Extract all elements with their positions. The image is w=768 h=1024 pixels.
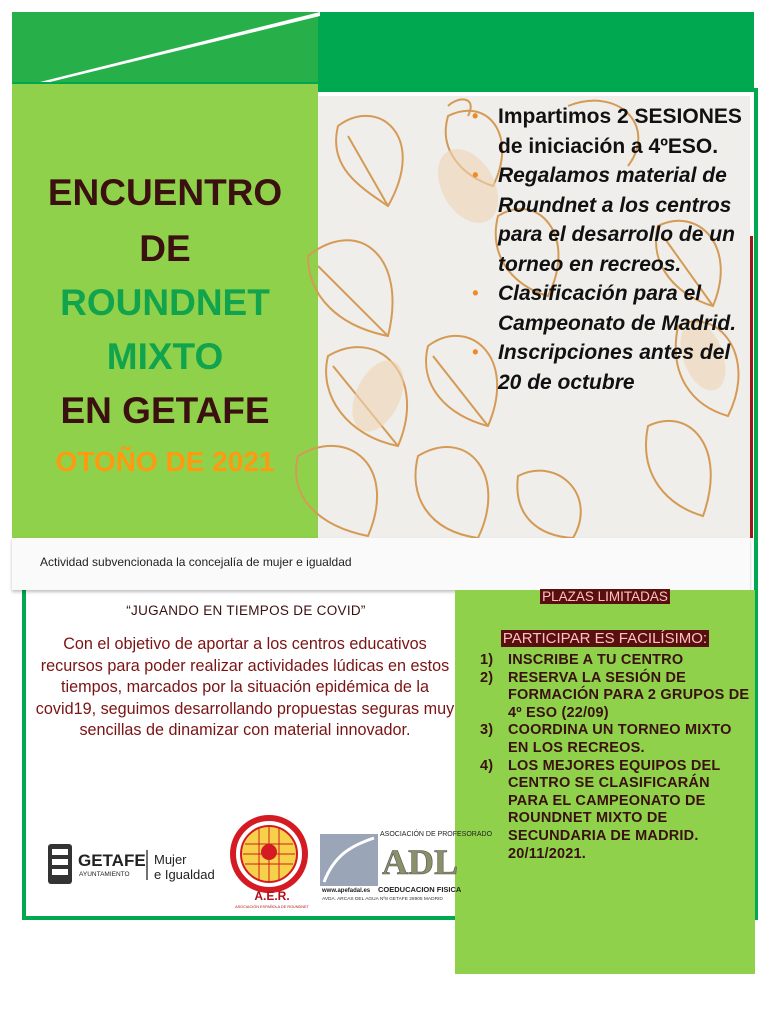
top-diagonal-accent bbox=[40, 12, 320, 82]
step-text: COORDINA UN TORNEO MIXTO EN LOS RECREOS. bbox=[508, 722, 732, 756]
aer-logo bbox=[225, 814, 321, 910]
bullet-item: • Impartimos 2 SESIONES de iniciación a 4ºESO. bbox=[470, 102, 750, 161]
covid-heading: “JUGANDO EN TIEMPOS DE COVID” bbox=[126, 603, 366, 618]
step-number: 1) bbox=[480, 652, 494, 668]
adl-name: ADL bbox=[382, 842, 459, 882]
steps-list bbox=[478, 652, 754, 863]
step-number: 2) bbox=[480, 669, 494, 686]
step-item bbox=[478, 758, 754, 864]
getafe-name: GETAFE bbox=[78, 851, 146, 870]
step-number: 4) bbox=[480, 757, 494, 774]
title-line-2: DE bbox=[139, 228, 191, 269]
bullet-item: • Inscripciones antes del 20 de octubre bbox=[470, 338, 750, 397]
getafe-dept-2: e Igualdad bbox=[154, 867, 215, 882]
title-line-3: ROUNDNET bbox=[60, 282, 270, 323]
bullet-item: • Clasificación para el Campeonato de Madrid. bbox=[470, 279, 750, 338]
participar-heading bbox=[455, 630, 755, 647]
step-number: 3) bbox=[480, 722, 494, 739]
step-item bbox=[478, 722, 754, 757]
adl-top: ASOCIACIÓN DE PROFESORADO bbox=[380, 831, 493, 838]
step-text: RESERVA LA SESIÓN DE FORMACIÓN PARA 2 GRUPOS DE 4º ESO (22/09) bbox=[508, 669, 750, 721]
title-line-6: OTOÑO DE 2021 bbox=[55, 446, 275, 477]
getafe-logo bbox=[46, 840, 218, 888]
title-line-4: MIXTO bbox=[106, 336, 224, 377]
info-bullets bbox=[470, 102, 750, 397]
step-item bbox=[478, 670, 754, 723]
bullet-item: • Regalamos material de Roundnet a los centros para el desarrollo de un torneo en recreos. bbox=[470, 161, 750, 279]
plazas-limitadas-label bbox=[455, 589, 755, 604]
aer-roundnet-icon bbox=[225, 814, 321, 910]
aer-sub: ASOCIACIÓN ESPAÑOLA DE ROUNDNET bbox=[235, 905, 309, 909]
adl-association-icon bbox=[320, 826, 493, 902]
adl-logo bbox=[320, 826, 493, 902]
step-text: LOS MEJORES EQUIPOS DEL CENTRO SE CLASIFICARÁN PARA EL CAMPEONATO DE ROUNDNET MIXTO DE SECUNDARIA DE MADRID. 20/11/2021. bbox=[508, 757, 721, 862]
covid-description: Con el objetivo de aportar a los centros educativos recursos para poder realizar actividades lúdicas en estos tiempos, marcados por la situación epidémica de la covid19, seguimos desarrollando propuestas seguras muy sencillas de dinamizar con material innovador. bbox=[35, 635, 455, 740]
getafe-sub: AYUNTAMIENTO bbox=[79, 871, 130, 878]
adl-sub: COEDUCACION FISICA bbox=[378, 885, 462, 894]
photo-edge-line bbox=[750, 236, 753, 538]
step-item bbox=[478, 652, 754, 670]
subsidy-note: Actividad subvencionada la concejalía de mujer e igualdad bbox=[40, 555, 352, 569]
getafe-crest-icon bbox=[46, 840, 218, 888]
adl-addr: AVDA. ARCAS DEL AGUA Nº8 GETAFE 28905 MADRID bbox=[322, 897, 443, 902]
step-text: INSCRIBE A TU CENTRO bbox=[508, 652, 684, 668]
aer-name: A.E.R. bbox=[254, 889, 290, 903]
adl-web: www.apefadal.es bbox=[322, 888, 371, 894]
title-line-1: ENCUENTRO bbox=[47, 172, 283, 213]
participar-text: PARTICIPAR ES FACILÍSIMO: bbox=[502, 630, 708, 647]
plazas-text: PLAZAS LIMITADAS bbox=[542, 589, 668, 604]
title-line-5: EN GETAFE bbox=[60, 390, 270, 431]
getafe-dept-1: Mujer bbox=[154, 852, 187, 867]
